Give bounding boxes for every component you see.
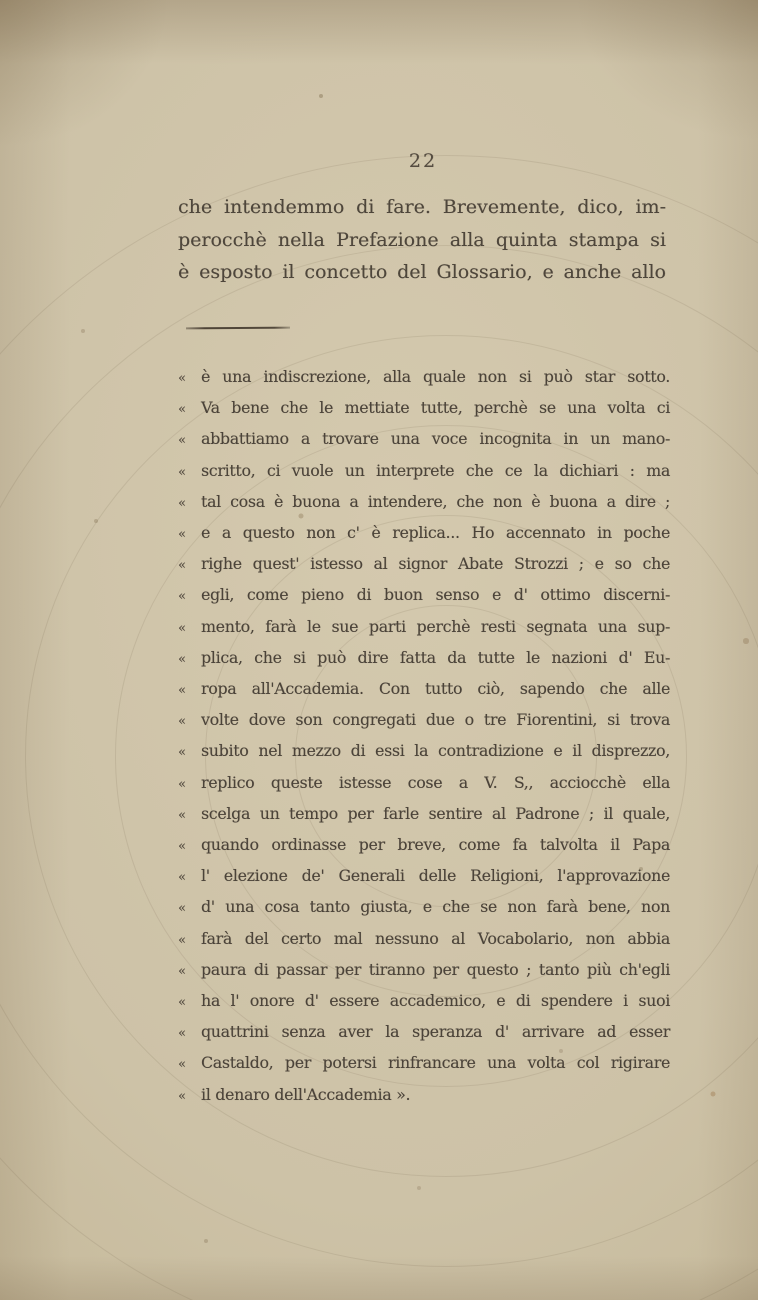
- quote-mark: «: [178, 745, 186, 761]
- quote-line: [178, 456, 670, 487]
- quote-line-text: è una indiscrezione, alla quale non si può star sotto.: [201, 367, 670, 386]
- quote-mark: «: [178, 589, 186, 605]
- quote-mark: «: [178, 620, 186, 636]
- quote-mark: «: [178, 995, 186, 1011]
- quote-mark: «: [178, 402, 186, 418]
- quote-mark: «: [178, 1088, 186, 1104]
- quote-line: [178, 705, 670, 736]
- quote-line: [178, 518, 670, 549]
- quote-line: [178, 393, 670, 424]
- quote-line: [178, 736, 670, 767]
- quote-line-text: tal cosa è buona a intendere, che non è buona a dire ;: [201, 491, 670, 511]
- quote-line: [178, 612, 670, 643]
- quote-line-text: scritto, ci vuole un interprete che ce la dichiari : ma: [201, 460, 670, 480]
- quote-line: [178, 924, 670, 955]
- quote-line: [178, 986, 670, 1017]
- quote-line: [178, 487, 670, 518]
- quote-line-text: subito nel mezzo di essi la contradizione e il disprezzo,: [201, 741, 670, 761]
- quote-line: [178, 643, 670, 674]
- quote-line-text: d' una cosa tanto giusta, e che se non farà bene, non: [201, 897, 670, 917]
- quote-line: [178, 580, 670, 611]
- quote-line: [178, 861, 670, 892]
- quote-mark: «: [178, 651, 186, 667]
- quote-line-text: l' elezione de' Generali delle Religioni, l'approvazione: [201, 866, 670, 886]
- quote-line-text: egli, come pieno di buon senso e d' ottimo discerni-: [201, 585, 670, 605]
- quote-line-text: volte dove son congregati due o tre Fiorentini, si trova: [201, 710, 670, 730]
- quote-line-text: scelga un tempo per farle sentire al Padrone ; il quale,: [201, 803, 670, 823]
- quote-mark: «: [178, 683, 186, 699]
- quote-line-text: Va bene che le mettiate tutte, perchè se una volta ci: [201, 398, 670, 418]
- quote-line: [178, 1017, 670, 1048]
- quote-line: [178, 1080, 670, 1111]
- quote-mark: «: [178, 776, 186, 792]
- quote-line-text: paura di passar per tiranno per questo ; tanto più ch'egli: [201, 959, 670, 979]
- quote-mark: «: [178, 433, 186, 449]
- quote-mark: «: [178, 495, 186, 511]
- quote-mark: «: [178, 464, 186, 480]
- quote-line-text: righe quest' istesso al signor Abate Strozzi ; e so che: [201, 554, 670, 574]
- quote-line-text: abbattiamo a trovare una voce incognita in un mano-: [201, 429, 670, 449]
- quote-line-text: il denaro dell'Accademia ».: [201, 1084, 411, 1104]
- quote-mark: «: [178, 870, 186, 886]
- quote-line-text: quando ordinasse per breve, come fa talvolta il Papa: [201, 835, 670, 855]
- section-divider: [186, 327, 290, 330]
- quote-line-text: ha l' onore d' essere accademico, e di spendere i suoi: [201, 991, 670, 1011]
- quote-line-text: plica, che si può dire fatta da tutte le nazioni d' Eu-: [201, 647, 670, 667]
- quote-block: [178, 362, 670, 1111]
- quote-line-text: replico queste istesse cose a V. S,, acciocchè ella: [201, 772, 670, 792]
- quote-line-text: farà del certo mal nessuno al Vocabolario, non abbia: [201, 928, 670, 948]
- quote-mark: «: [178, 371, 186, 386]
- quote-line: [178, 674, 670, 705]
- intro-line: è esposto il concetto del Glossario, e anche allo: [178, 261, 666, 283]
- quote-line: [178, 362, 670, 393]
- intro-paragraph: [178, 191, 666, 289]
- quote-line-text: quattrini senza aver la speranza d' arrivare ad esser: [201, 1022, 670, 1042]
- quote-line: [178, 424, 670, 455]
- quote-mark: «: [178, 527, 186, 543]
- quote-mark: «: [178, 839, 186, 855]
- quote-mark: «: [178, 1026, 186, 1042]
- quote-line: [178, 1048, 670, 1079]
- quote-line-text: e a questo non c' è replica... Ho accennato in poche: [201, 523, 670, 543]
- paper-specks: [0, 0, 2, 2]
- quote-line: [178, 799, 670, 830]
- quote-line-text: mento, farà le sue parti perchè resti segnata una sup-: [201, 616, 670, 636]
- quote-line: [178, 830, 670, 861]
- quote-mark: «: [178, 807, 186, 823]
- quote-mark: «: [178, 714, 186, 730]
- quote-line: [178, 549, 670, 580]
- intro-line: che intendemmo di fare. Brevemente, dico, im-: [178, 196, 666, 218]
- quote-mark: «: [178, 1057, 186, 1073]
- quote-line-text: Castaldo, per potersi rinfrancare una volta col rigirare: [201, 1053, 670, 1073]
- quote-mark: «: [178, 963, 186, 979]
- page-number: 22: [408, 150, 438, 172]
- quote-line: [178, 768, 670, 799]
- quote-line: [178, 892, 670, 923]
- quote-mark: «: [178, 932, 186, 948]
- quote-mark: «: [178, 558, 186, 574]
- intro-line: perocchè nella Prefazione alla quinta stampa si: [178, 228, 666, 251]
- quote-line: [178, 955, 670, 986]
- quote-line-text: ropa all'Accademia. Con tutto ciò, sapendo che alle: [201, 679, 670, 699]
- quote-mark: «: [178, 901, 186, 917]
